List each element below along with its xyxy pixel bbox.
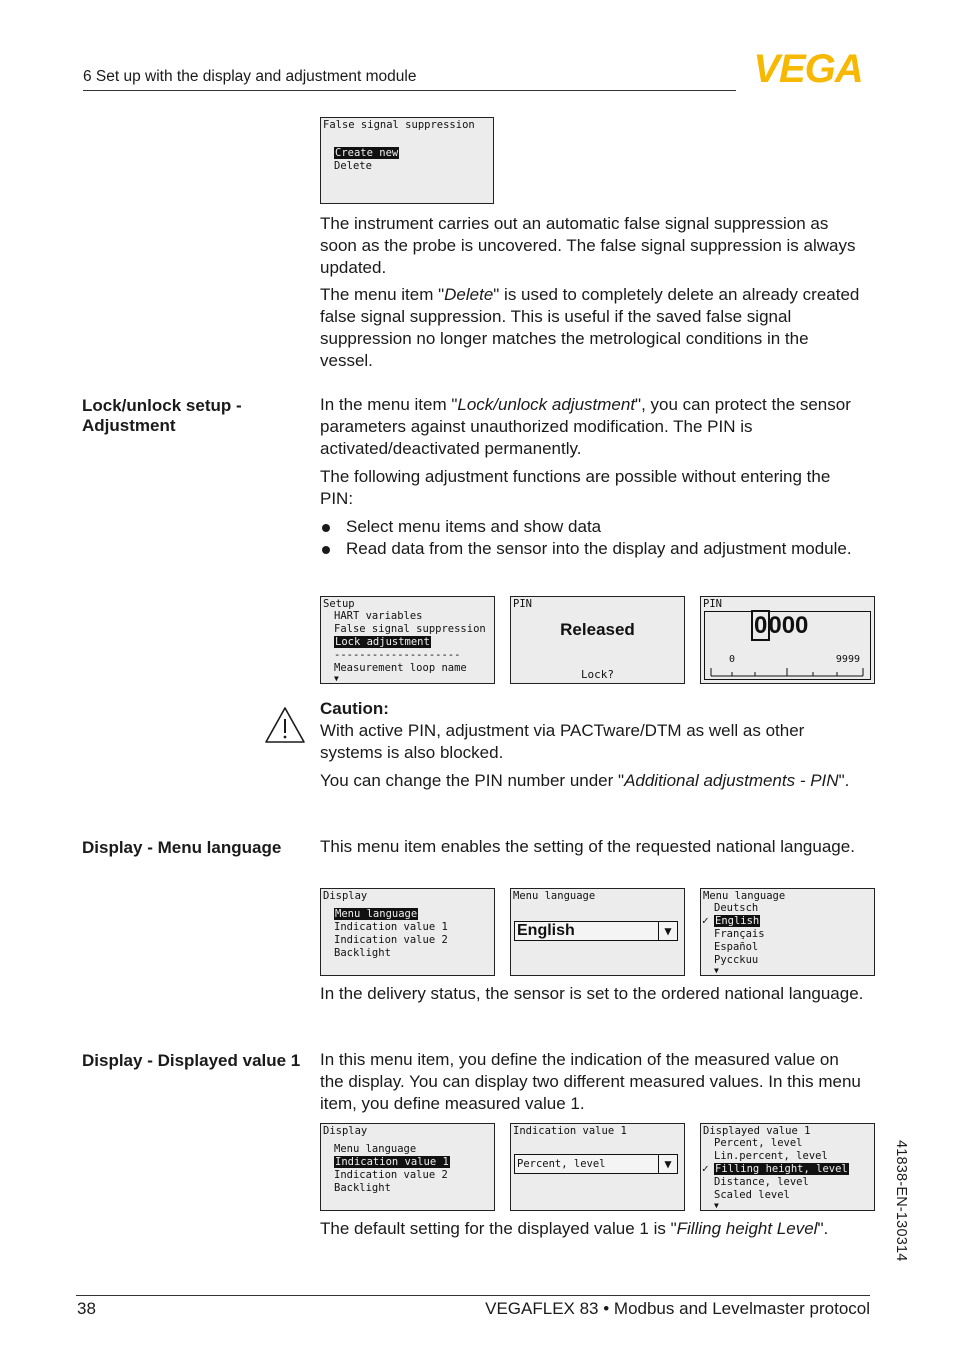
lcd-item-selected: Create new [335, 147, 399, 159]
lcd-item: Lin.percent, level [714, 1150, 828, 1162]
lcd-item: HART variables [334, 610, 423, 622]
lcd-title: Menu language [513, 890, 596, 902]
lcd-item: Menu language [334, 1143, 417, 1155]
lcd-displayed-value-list [700, 1123, 875, 1211]
lcd-title: PIN [513, 598, 532, 610]
language-para-1: This menu item enables the setting of the requested national language. [320, 837, 855, 856]
lcd-item: Backlight [334, 947, 391, 959]
false-signal-para-2: The menu item "Delete" is used to completely delete an already created false signal suppression. This is useful if the saved false signal suppression no longer matches the metrological conditions in the vessel. [320, 285, 860, 370]
footer-rule [76, 1295, 870, 1296]
caution-text: With active PIN, adjustment via PACTware/DTM as well as other systems is also blocked. [320, 721, 805, 762]
language-dropdown [514, 921, 678, 941]
footer-title: VEGAFLEX 83 • Modbus and Levelmaster protocol [485, 1299, 870, 1318]
lock-bullet-list [320, 516, 865, 560]
scale-min: 0 [729, 654, 736, 665]
language-para-2: In the delivery status, the sensor is set to the ordered national language. [320, 984, 864, 1003]
pin-digits [753, 613, 808, 639]
header-rule [83, 90, 736, 91]
list-item: Select menu items and show data [320, 516, 865, 538]
pin-action: Lock? [580, 668, 615, 681]
dropdown-arrow-icon: ▼ [658, 1155, 677, 1173]
checkmark-icon: ✓ [702, 1162, 709, 1175]
lcd-item: False signal suppression [334, 623, 486, 635]
section-heading-displayed-value: Display - Displayed value 1 [82, 1051, 301, 1070]
dropdown-value: Percent, level [517, 1158, 606, 1170]
lcd-separator: -------------------- [334, 649, 461, 661]
lcd-item: Distance, level [714, 1176, 809, 1188]
vega-logo [742, 50, 874, 86]
lcd-item: Delete [334, 160, 372, 172]
lcd-item: Français [714, 928, 765, 940]
lcd-item-selected: Indication value 1 [335, 1156, 449, 1168]
lcd-menu-language-select [510, 888, 685, 976]
lcd-item-selected: English [715, 915, 760, 927]
lcd-item: Percent, level [714, 1137, 803, 1149]
scroll-down-icon: ▼ [714, 1201, 719, 1210]
scale-max: 9999 [835, 654, 860, 665]
pin-status: Released [560, 620, 635, 639]
pin-scale [705, 666, 870, 678]
section-heading-language: Display - Menu language [82, 838, 282, 857]
lcd-title: Displayed value 1 [703, 1125, 811, 1137]
lcd-item: Indication value 2 [334, 1169, 448, 1181]
lcd-pin-released [510, 596, 685, 684]
lock-para-1: In the menu item "Lock/unlock adjustment", you can protect the sensor parameters against unauthorized modification. The PIN is activated/deactivated permanently. [320, 395, 851, 458]
warning-triangle-icon [264, 706, 306, 744]
document-code: 41838-EN-130314 [893, 1140, 909, 1262]
lcd-language-list [700, 888, 875, 976]
pin-digit-active: 0 [754, 612, 768, 639]
lcd-item-selected: Menu language [335, 908, 418, 920]
caution-label: Caution: [320, 699, 389, 718]
lcd-item-selected: Lock adjustment [335, 636, 430, 648]
lcd-title: Display [323, 890, 368, 902]
lcd-item: Deutsch [714, 902, 759, 914]
displayed-value-para-1: In this menu item, you define the indication of the measured value on the display. You can display two different measured values. In this menu item, you define measured value 1. [320, 1050, 861, 1113]
lcd-display-menu-language [320, 888, 495, 976]
scroll-down-icon: ▼ [334, 674, 339, 683]
dropdown-arrow-icon: ▼ [658, 922, 677, 940]
running-header: 6 Set up with the display and adjustment module [83, 68, 417, 85]
false-signal-para-1: The instrument carries out an automatic false signal suppression as soon as the probe is uncovered. The false signal suppression is always updated. [320, 214, 856, 277]
section-heading-lock: Lock/unlock setup - Adjustment [82, 396, 242, 435]
lcd-item: Pycckuu [714, 954, 759, 966]
scroll-down-icon: ▼ [714, 966, 719, 975]
lcd-setup [320, 596, 495, 684]
lcd-pin-entry [700, 596, 875, 684]
lcd-title: False signal suppression [323, 119, 475, 131]
indication-dropdown [514, 1154, 678, 1174]
lcd-title: Indication value 1 [513, 1125, 627, 1137]
lcd-item-selected: Filling height, level [715, 1163, 848, 1175]
lcd-title: Display [323, 1125, 368, 1137]
pin-change-text: You can change the PIN number under "Additional adjustments - PIN". [320, 771, 850, 790]
lcd-item: Scaled level [714, 1189, 790, 1201]
logo-text: VEGA [753, 50, 863, 86]
lcd-item: Indication value 2 [334, 934, 448, 946]
pin-frame [704, 611, 871, 680]
page-number: 38 [77, 1299, 96, 1318]
pin-digit-rest: 000 [768, 612, 809, 639]
checkmark-icon: ✓ [702, 914, 709, 927]
lcd-item: Backlight [334, 1182, 391, 1194]
lcd-item: Measurement loop name [334, 662, 467, 674]
lcd-indication-value-select [510, 1123, 685, 1211]
lcd-item: Indication value 1 [334, 921, 448, 933]
lock-para-2: The following adjustment functions are possible without entering the PIN: [320, 467, 831, 508]
dropdown-value: English [517, 922, 575, 939]
lcd-item: Español [714, 941, 759, 953]
displayed-value-para-2: The default setting for the displayed value 1 is "Filling height Level". [320, 1219, 829, 1238]
lcd-title: Menu language [703, 890, 786, 902]
lcd-false-signal-suppression [320, 117, 494, 204]
lcd-title: Setup [323, 598, 355, 610]
lcd-display-indication-value [320, 1123, 495, 1211]
list-item: Read data from the sensor into the display and adjustment module. [320, 538, 865, 560]
lcd-title: PIN [703, 598, 722, 610]
